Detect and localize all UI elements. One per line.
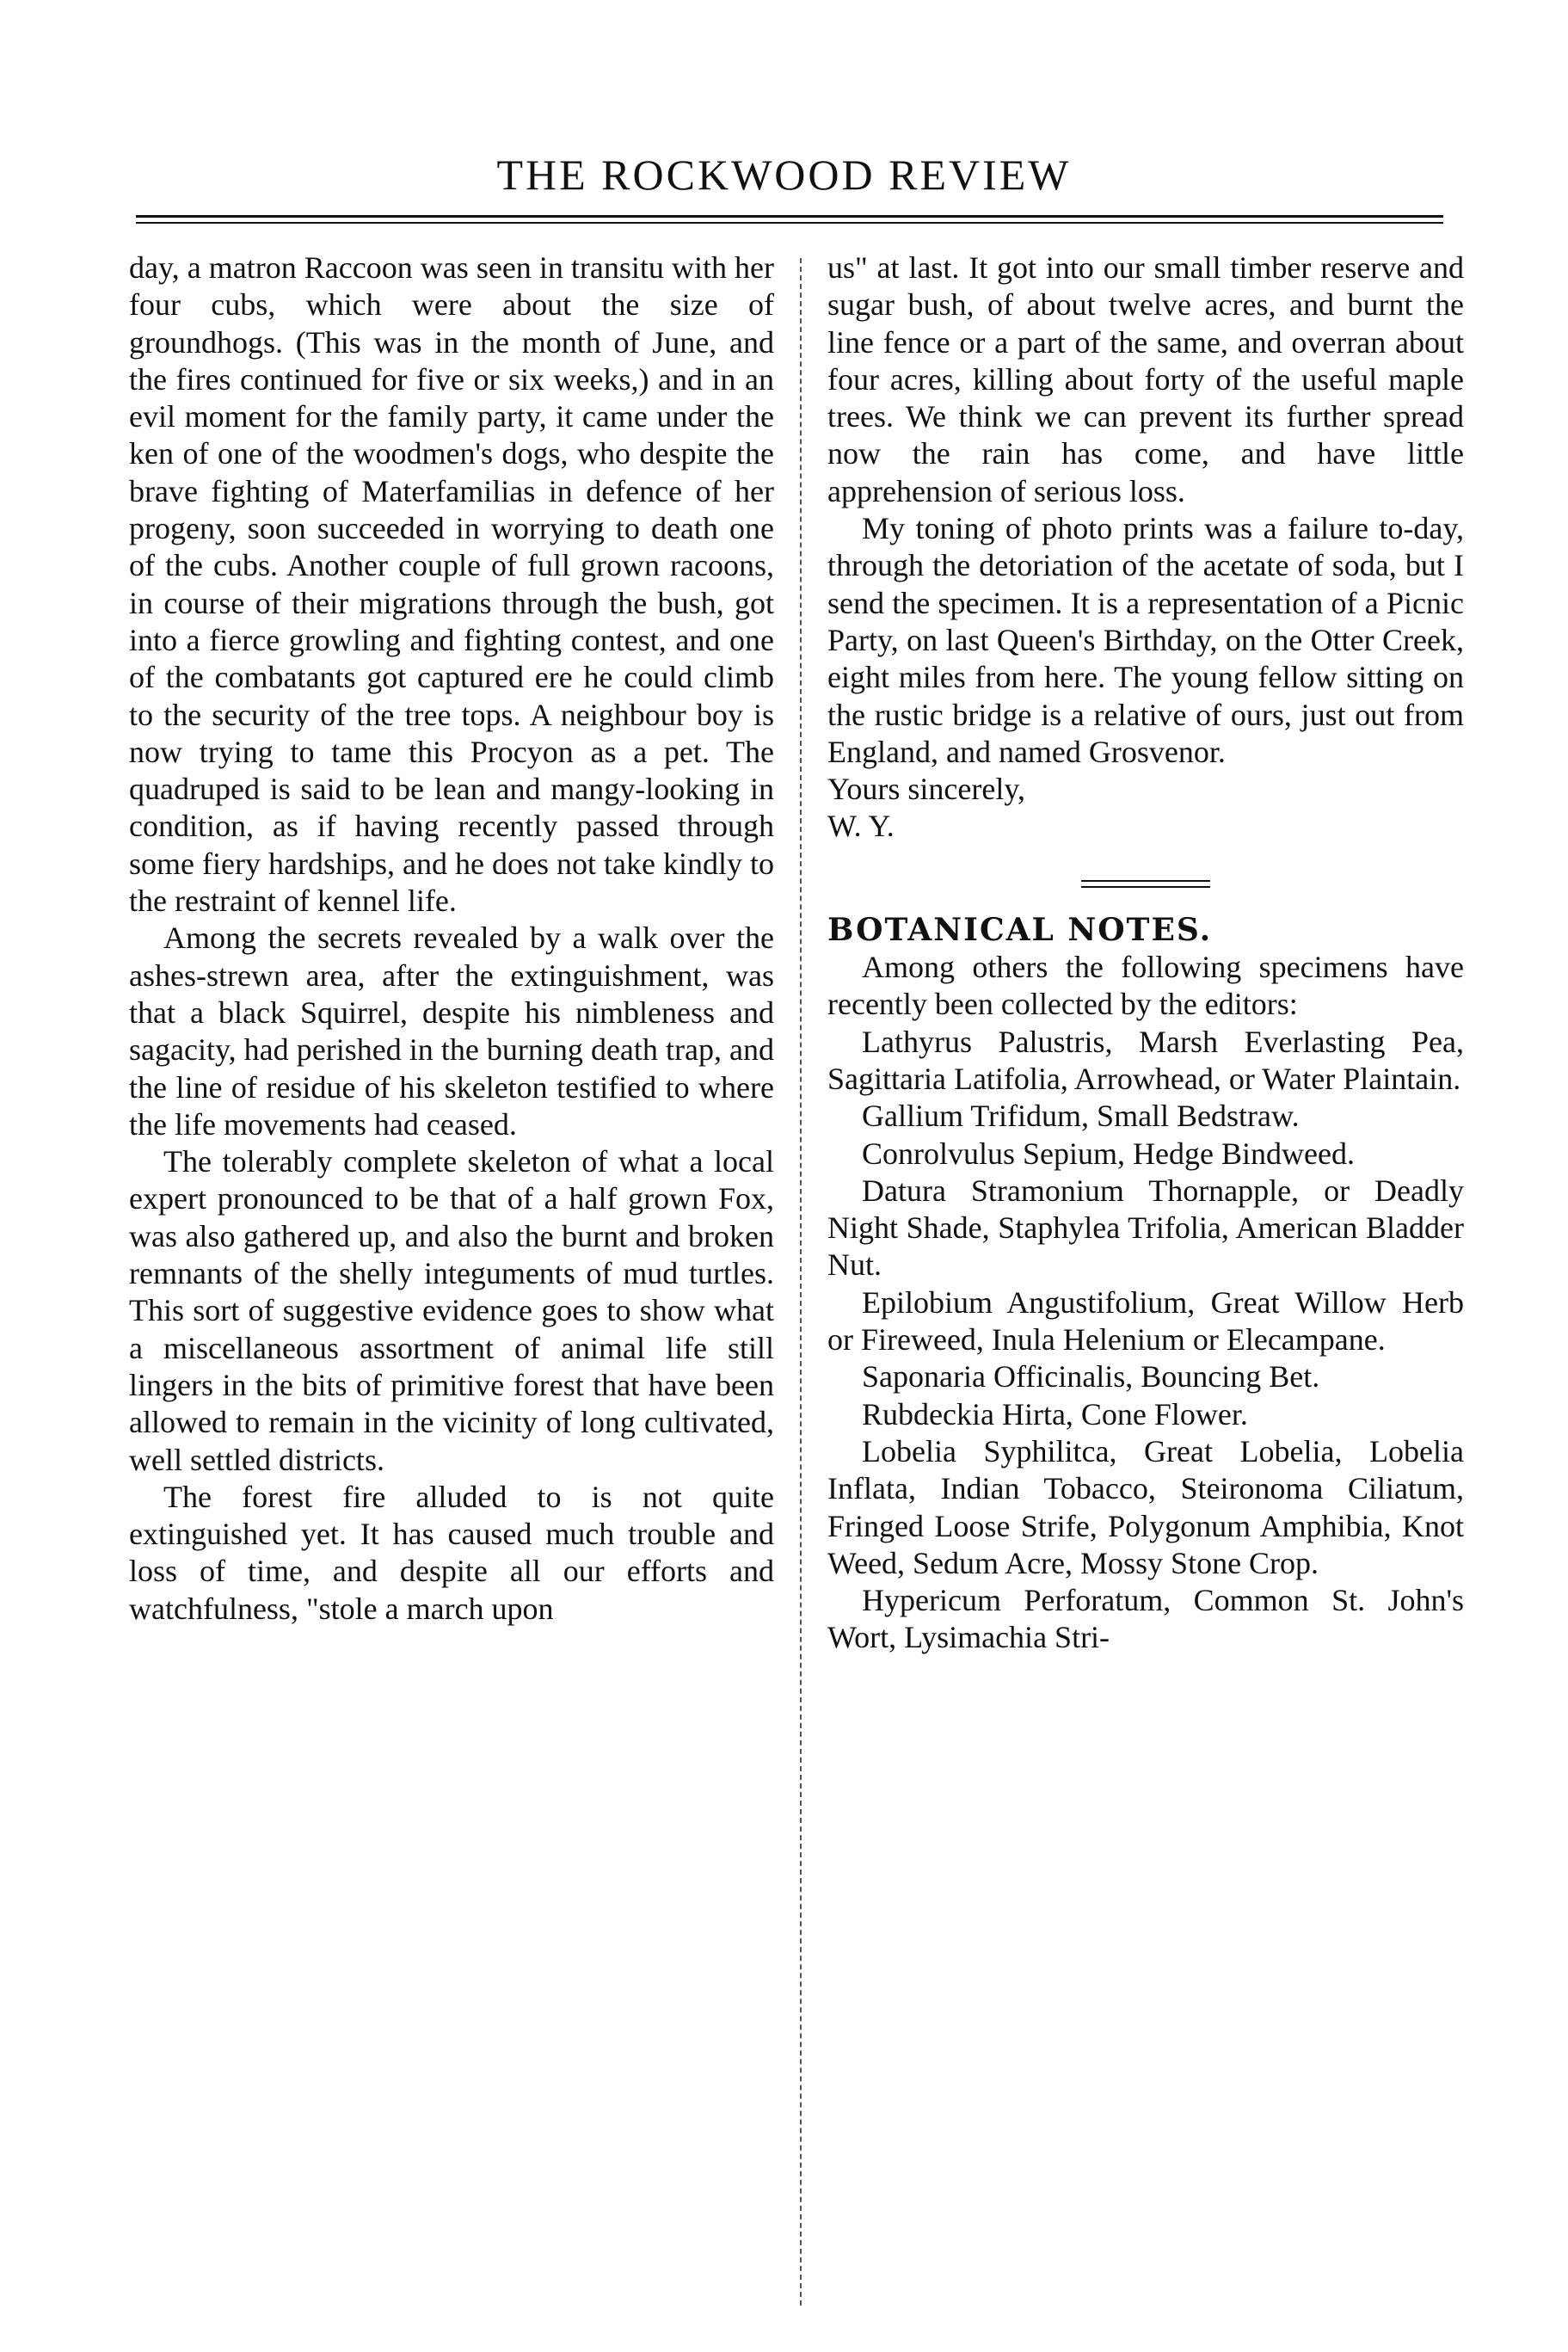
botanical-entry: Conrolvulus Sepium, Hedge Bindweed.: [862, 1136, 1355, 1171]
botanical-entry: Gallium Trifidum, Small Bedstraw.: [862, 1099, 1300, 1134]
botanical-entry: Lobelia Syphilitca, Great Lobelia, Lobelia Inflata, Indian Tobacco, Steironoma Ciliatum, Fringed Loose Strife, Polygonum Amphibia, Knot Weed, Sedum Acre, Mossy Stone Crop.: [827, 1433, 1464, 1580]
header-rule: [136, 215, 1443, 224]
botanical-entry: Hypericum Perforatum, Common St. John's Wort, Lysimachia Stri-: [827, 1583, 1464, 1655]
botanical-intro: Among others the following specimens have recently been collected by the editors:: [827, 950, 1464, 1022]
left-column: [129, 249, 774, 1628]
right-column: [827, 249, 1464, 1657]
botanical-entry: Saponaria Officinalis, Bouncing Bet.: [862, 1359, 1320, 1395]
paragraph-photo-prints: My toning of photo prints was a failure to-day, through the detoriation of the acetate of soda, but I send the specimen. It is a representation of a Picnic Party, on last Queen's Birthday, on the Otter Creek, eight miles from here. The young fellow sitting on the rustic bridge is a relative of ours, just out from England, and named Grosvenor.: [827, 511, 1464, 769]
letter-closing: Yours sincerely,: [827, 772, 1025, 807]
paragraph-forest-fire: The forest fire alluded to is not quite extinguished yet. It has caused much trouble and loss of time, and despite all our efforts and watchfulness, "stole a march upon: [129, 1479, 774, 1626]
botanical-entry: Epilobium Angustifolium, Great Willow Herb or Fireweed, Inula Helenium or Elecampane.: [827, 1284, 1464, 1358]
paragraph-raccoon: day, a matron Raccoon was seen in transitu with her four cubs, which were about the size of groundhogs. (This was in the month of June, and the fires continued for five or six weeks,) and in an evil moment for the family party, it came under the ken of one of the woodmen's dogs, who despite the brave fighting of Materfamilias in defence of her progeny, soon succeeded in worrying to death one of the cubs. Another couple of full grown racoons, in course of their migrations through the bush, got into a fierce growling and fighting contest, and one of the combatants got captured ere he could climb to the security of the tree tops. A neighbour boy is now trying to tame this Procyon as a pet. The quadruped is said to be lean and mangy-looking in condition, as if having recently passed through some fiery hardships, and he does not take kindly to the restraint of kennel life.: [129, 250, 774, 919]
botanical-entry: Lathyrus Palustris, Marsh Everlasting Pea, Sagittaria Latifolia, Arrowhead, or Water Plaintain.: [827, 1024, 1464, 1096]
column-divider: [800, 258, 802, 2306]
botanical-entry: Rubdeckia Hirta, Cone Flower.: [862, 1396, 1248, 1432]
section-title: BOTANICAL NOTES.: [827, 911, 1213, 948]
paragraph-fire-continued: us" at last. It got into our small timber reserve and sugar bush, of about twelve acres, and burnt the line fence or a part of the same, and overran about four acres, killing about forty of the useful maple trees. We think we can prevent its further spread now the rain has come, and have little apprehension of serious loss.: [827, 250, 1464, 508]
running-head: THE ROCKWOOD REVIEW: [496, 151, 1072, 199]
paragraph-fox-skeleton: The tolerably complete skeleton of what a local expert pronounced to be that of a half grown Fox, was also gathered up, and also the burnt and broken remnants of the shelly integuments of mud turtles. This sort of suggestive evidence goes to show what a miscellaneous assortment of animal life still lingers in the bits of primitive forest that have been allowed to remain in the vicinity of long cultivated, well settled districts.: [129, 1144, 774, 1477]
paragraph-squirrel: Among the secrets revealed by a walk over the ashes-strewn area, after the extinguishment, was that a black Squirrel, despite his nimbleness and sagacity, had perished in the burning death trap, and the line of residue of his skeleton testified to where the life movements had ceased.: [129, 920, 774, 1142]
section-divider: [1081, 880, 1210, 888]
botanical-entry: Datura Stramonium Thornapple, or Deadly Night Shade, Staphylea Trifolia, American Bladder Nut.: [827, 1173, 1464, 1283]
letter-signature: W. Y.: [827, 809, 895, 844]
